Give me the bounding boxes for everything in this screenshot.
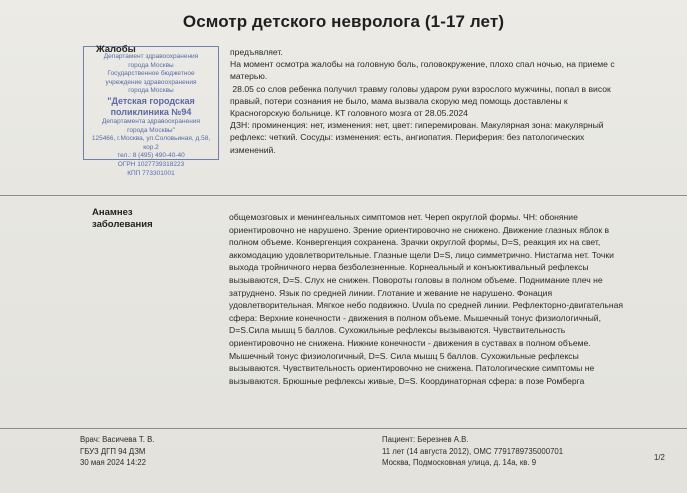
text-line: общемозговых и менингеальных симптомов нет. Череп округлой формы. ЧН: обоняние <box>229 212 578 222</box>
text-line: аккомодацию удовлетворительные. Глазные щели D=S, лицо симметрично. Нистагма нет. Точки <box>229 249 614 260</box>
text-line: матерью. <box>230 71 268 82</box>
text-line: 28.05 со слов ребенка получил травму головы ударом руки взрослого мужчины, попал в висок <box>230 83 611 94</box>
stamp-name-line: поликлиника №94 <box>110 106 192 117</box>
stamp-line: города Москвы <box>128 61 174 69</box>
text-line: ДЗН: проминенция: нет, изменения: нет, цвет: гиперемирован. Макулярная зона: макулярный <box>230 120 604 131</box>
stamp-name-line: "Детская городская <box>107 95 195 106</box>
stamp-line: ОГРН 1027739318223 <box>117 160 185 168</box>
text-line: затруднено. Язык по средней линии. Глотание и жевание не нарушено. Фонация <box>229 287 553 298</box>
text-line: На момент осмотра жалобы на головную боль, головокружение, плохо спал ночью, на приеме с <box>230 59 615 70</box>
anamnesis-label-line: заболевания <box>92 219 153 230</box>
patient-name: Пациент: Березнев А.В. <box>382 435 469 444</box>
stamp-line: КПП 773301001 <box>127 169 175 177</box>
text-line: рефлекс: четкий. Сосуды: изменения: есть, ангиопатия. Периферия: без патологических <box>230 132 585 143</box>
text-line: вызываются. Чувствительность ориентировочно не снижена. Патологические симптомы не <box>229 363 595 374</box>
stamp-line: Департамент здравоохранения <box>103 53 199 60</box>
stamp-line: Департамента здравоохранения <box>102 117 200 125</box>
patient-address: Москва, Подмосковная улица, д. 14а, кв. 9 <box>382 458 537 467</box>
anamnesis-text <box>229 211 679 387</box>
complaints-text <box>230 46 670 156</box>
clinic-name: ГБУЗ ДГП 94 ДЗМ <box>80 446 146 456</box>
text-line: Мышечный тонус физиологичный, D=S. Сила мышц 5 баллов. Сухожильные рефлексы <box>229 350 579 361</box>
text-line: вызываются. Брюшные рефлексы живые, D=S. Координаторная сфера: в позе Ромберга <box>229 375 585 386</box>
text-line: ориентировочно не снижена. Нижние конечности - движения в суставах в полном объеме. <box>229 337 591 348</box>
stamp-line: тел.: 8 (495) 490-40-40 <box>117 152 185 160</box>
stamp-line: 125466, г.Москва, ул.Соловьиная, д.58, кор.2 <box>91 135 211 151</box>
patient-info <box>382 434 563 469</box>
text-line: вызываются, D=S. Слух не снижен. Повороты головы в полном объеме. Поднимание плеч не <box>229 274 603 285</box>
text-line: сфера: Верхние конечности - движения в полном объеме. Мышечный тонус физиологичный, <box>229 312 601 323</box>
doctor-info <box>80 434 154 469</box>
text-line: удовлетворительная. Мягкое небо подвижно. Uvula по средней линии. Рефлекторно-двигательная <box>229 300 624 311</box>
stamp-line: Государственное бюджетное <box>107 70 195 78</box>
stamp-line: учреждение здравоохранения <box>105 78 197 86</box>
text-line: ориентировочно не нарушено. Зрение ориентировочно не снижено. Движение глазных яблок в <box>229 224 610 235</box>
record-date: 30 мая 2024 14:22 <box>80 458 146 467</box>
stamp-line: города Москвы <box>128 87 174 95</box>
anamnesis-label <box>92 207 153 231</box>
page-number: 1/2 <box>654 453 665 462</box>
text-line: D=S.Сила мышц 5 баллов. Сухожильные рефлексы вызываются. Чувствительность <box>229 325 566 336</box>
doctor-name: Врач: Васичева Т. В. <box>80 435 155 444</box>
text-line: изменений. <box>230 144 276 155</box>
text-line: Красногорскую больнице. КТ головного мозга от 28.05.2024 <box>230 108 468 119</box>
anamnesis-label-line: Анамнез <box>92 207 133 218</box>
page-title: Осмотр детского невролога (1-17 лет) <box>182 12 505 31</box>
stamp-line: города Москвы" <box>127 126 175 134</box>
footer-divider <box>0 428 687 429</box>
text-line: выхода тройничного нерва безболезненные. Корнеальный и конъюктивальный рефлексы <box>229 262 589 273</box>
section-divider <box>0 195 687 196</box>
patient-details: 11 лет (14 августа 2012), ОМС 7791789735000701 <box>382 446 564 456</box>
complaints-label: Жалобы <box>96 44 136 55</box>
clinic-stamp <box>83 46 219 177</box>
text-line: предъявляет. <box>230 47 283 57</box>
text-line: полном объеме. Конвергенция сохранена. Зрачки округлой формы, D=S, реакция их на свет, <box>229 237 601 248</box>
text-line: правый, потери сознания не было, мама вызвала скорую мед помощь доставлены к <box>230 95 568 106</box>
